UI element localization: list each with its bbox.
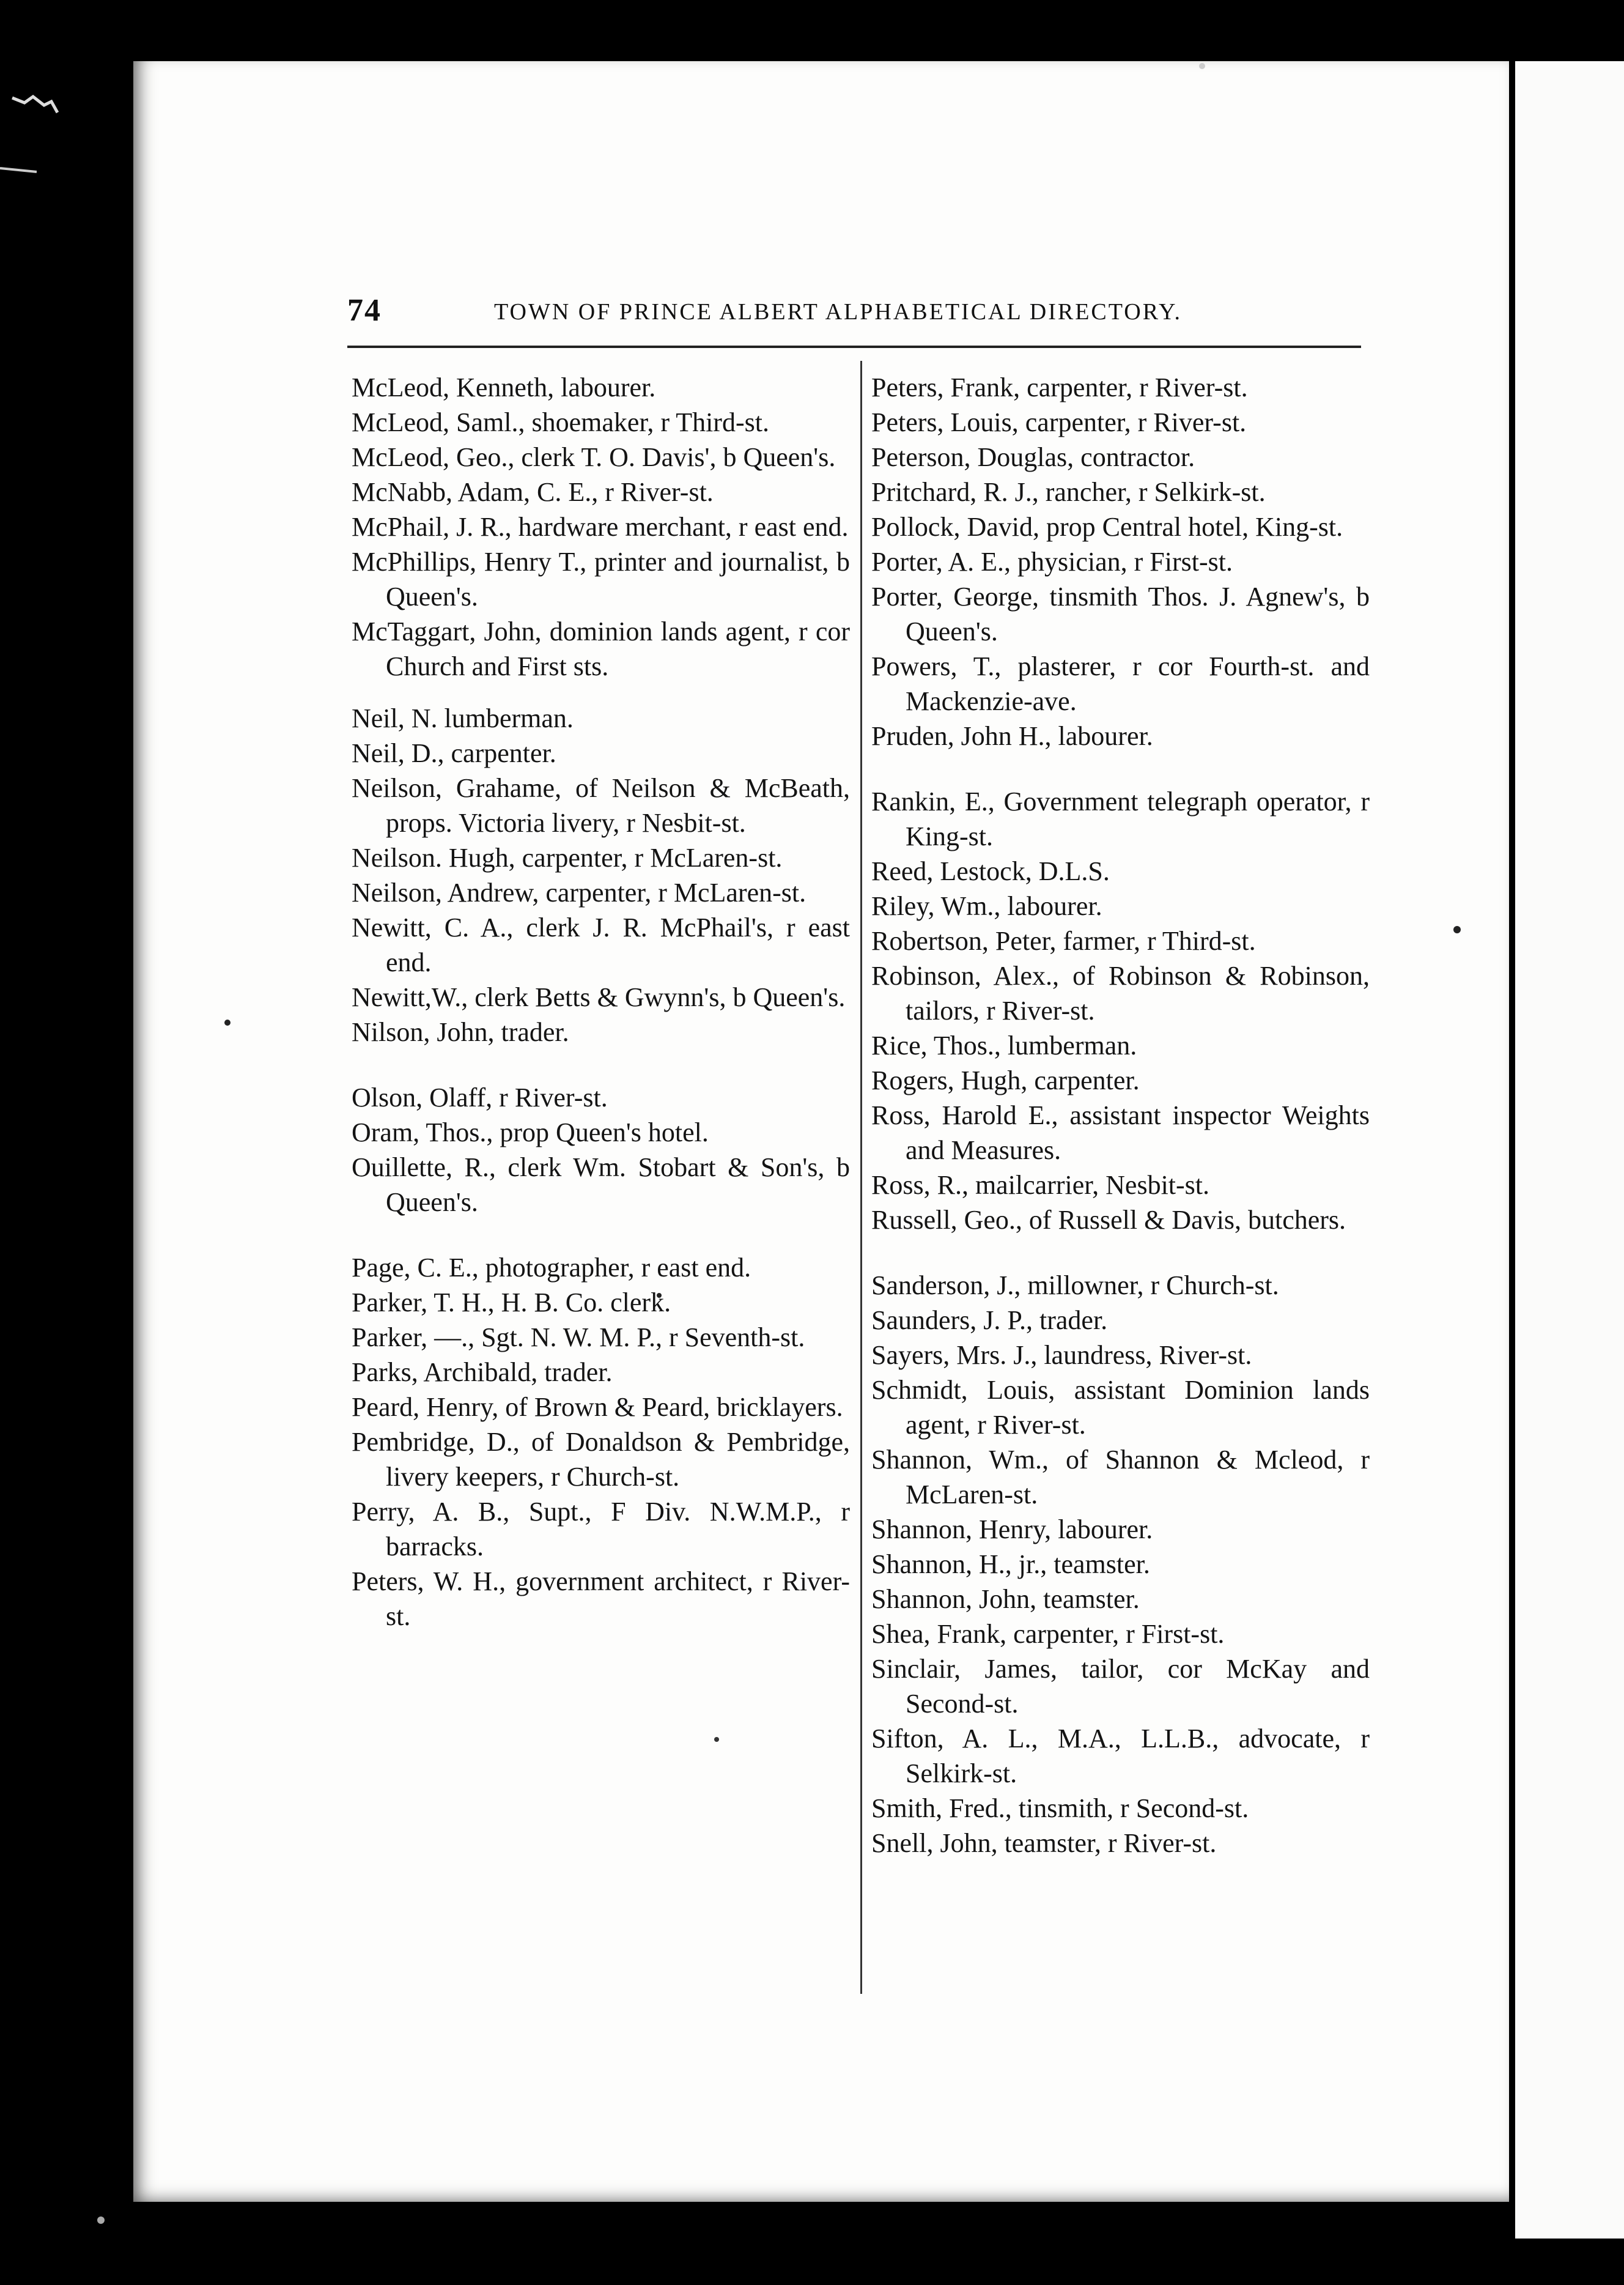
- directory-entry: Shannon, Henry, labourer.: [871, 1514, 1153, 1544]
- directory-entry: Shea, Frank, carpenter, r First-st.: [871, 1619, 1225, 1649]
- n-section: [352, 701, 850, 1050]
- column-divider: [860, 361, 862, 1994]
- page-header: [347, 289, 1361, 331]
- directory-entry: Riley, Wm., labourer.: [871, 891, 1102, 921]
- directory-entry: Neil, D., carpenter.: [352, 738, 556, 768]
- directory-entry: Neilson, Grahame, of Neilson & McBeath, props. Victoria livery, r Nesbit-st.: [352, 773, 850, 838]
- scan-speck: [714, 1737, 719, 1742]
- directory-entry: Newitt,W., clerk Betts & Gwynn's, b Queen's.: [352, 982, 846, 1012]
- directory-entry: McLeod, Geo., clerk T. O. Davis', b Queen's.: [352, 442, 836, 472]
- directory-entry: McTaggart, John, dominion lands agent, r cor Church and First sts.: [352, 617, 850, 681]
- section-gap: [871, 754, 1370, 784]
- directory-entry: Porter, A. E., physician, r First-st.: [871, 547, 1233, 577]
- directory-entry: Sanderson, J., millowner, r Church-st.: [871, 1270, 1279, 1300]
- directory-entry: Pembridge, D., of Donaldson & Pembridge, livery keepers, r Church-st.: [352, 1427, 850, 1492]
- directory-entry: Sayers, Mrs. J., laundress, River-st.: [871, 1340, 1252, 1370]
- m-section: [352, 370, 850, 684]
- directory-entry: Rankin, E., Government telegraph operator, r King-st.: [871, 787, 1370, 851]
- section-gap: [871, 1237, 1370, 1268]
- scan-speck: [0, 168, 37, 172]
- right-column: [871, 370, 1370, 1861]
- directory-entry: Shannon, Wm., of Shannon & Mcleod, r McLaren-st.: [871, 1445, 1370, 1509]
- o-section: [352, 1080, 850, 1220]
- directory-entry: McNabb, Adam, C. E., r River-st.: [352, 477, 714, 507]
- directory-entry: Rice, Thos., lumberman.: [871, 1031, 1137, 1061]
- directory-entry: Powers, T., plasterer, r cor Fourth-st. and Mackenzie-ave.: [871, 651, 1370, 716]
- directory-entry: Pollock, David, prop Central hotel, King-st.: [871, 512, 1343, 542]
- directory-entry: McPhail, J. R., hardware merchant, r east end.: [352, 512, 849, 542]
- p-section-left: [352, 1250, 850, 1634]
- directory-entry: Schmidt, Louis, assistant Dominion lands agent, r River-st.: [871, 1375, 1370, 1440]
- directory-entry: Robertson, Peter, farmer, r Third-st.: [871, 926, 1256, 956]
- s-section: [871, 1268, 1370, 1861]
- directory-entry: Parker, —., Sgt. N. W. M. P., r Seventh-st.: [352, 1322, 805, 1352]
- section-gap: [352, 1050, 850, 1080]
- scan-speck: [1199, 63, 1205, 69]
- directory-entry: Shannon, H., jr., teamster.: [871, 1549, 1150, 1579]
- directory-entry: Nilson, John, trader.: [352, 1017, 569, 1047]
- directory-entry: Ross, Harold E., assistant inspector Weights and Measures.: [871, 1100, 1370, 1165]
- directory-entry: Parker, T. H., H. B. Co. clerk.: [352, 1287, 671, 1317]
- scan-speck: [12, 97, 57, 113]
- p-section-right: [871, 370, 1370, 754]
- directory-entry: McLeod, Saml., shoemaker, r Third-st.: [352, 407, 769, 437]
- directory-entry: Robinson, Alex., of Robinson & Robinson, tailors, r River-st.: [871, 961, 1370, 1026]
- directory-entry: Peters, Frank, carpenter, r River-st.: [871, 372, 1248, 402]
- directory-entry: Neil, N. lumberman.: [352, 703, 574, 733]
- directory-entry: Neilson. Hugh, carpenter, r McLaren-st.: [352, 843, 783, 873]
- directory-entry: Peard, Henry, of Brown & Peard, bricklayers.: [352, 1392, 843, 1422]
- directory-entry: McLeod, Kenneth, labourer.: [352, 372, 656, 402]
- r-section: [871, 784, 1370, 1237]
- directory-entry: Sinclair, James, tailor, cor McKay and Second-st.: [871, 1654, 1370, 1719]
- directory-entry: Newitt, C. A., clerk J. R. McPhail's, r east end.: [352, 913, 850, 977]
- section-gap: [352, 1220, 850, 1250]
- directory-entry: Smith, Fred., tinsmith, r Second-st.: [871, 1793, 1249, 1823]
- directory-entry: Olson, Olaff, r River-st.: [352, 1083, 608, 1113]
- directory-entry: Shannon, John, teamster.: [871, 1584, 1140, 1614]
- directory-entry: McPhillips, Henry T., printer and journalist, b Queen's.: [352, 547, 850, 612]
- directory-entry: Oram, Thos., prop Queen's hotel.: [352, 1117, 709, 1147]
- directory-entry: Neilson, Andrew, carpenter, r McLaren-st.: [352, 878, 806, 908]
- section-gap: [352, 684, 850, 701]
- directory-entry: Snell, John, teamster, r River-st.: [871, 1828, 1217, 1858]
- scan-speck: [224, 1020, 231, 1026]
- directory-entry: Peterson, Douglas, contractor.: [871, 442, 1195, 472]
- directory-entry: Porter, George, tinsmith Thos. J. Agnew's, b Queen's.: [871, 582, 1370, 646]
- directory-entry: Perry, A. B., Supt., F Div. N.W.M.P., r barracks.: [352, 1497, 850, 1561]
- directory-entry: Pritchard, R. J., rancher, r Selkirk-st.: [871, 477, 1266, 507]
- directory-entry: Russell, Geo., of Russell & Davis, butchers.: [871, 1205, 1346, 1235]
- directory-entry: Rogers, Hugh, carpenter.: [871, 1065, 1140, 1095]
- directory-entry: Peters, Louis, carpenter, r River-st.: [871, 407, 1247, 437]
- directory-entry: Sifton, A. L., M.A., L.L.B., advocate, r Selkirk-st.: [871, 1724, 1370, 1788]
- directory-entry: Page, C. E., photographer, r east end.: [352, 1253, 751, 1283]
- header-rule: [347, 346, 1361, 348]
- directory-entry: Reed, Lestock, D.L.S.: [871, 856, 1110, 886]
- running-title: TOWN OF PRINCE ALBERT ALPHABETICAL DIRECTORY.: [494, 299, 1183, 325]
- scan-speck: [97, 2216, 105, 2224]
- directory-entry: Ross, R., mailcarrier, Nesbit-st.: [871, 1170, 1210, 1200]
- directory-entry: Peters, W. H., government architect, r River-st.: [352, 1566, 850, 1631]
- directory-entry: Parks, Archibald, trader.: [352, 1357, 613, 1387]
- directory-entry: Saunders, J. P., trader.: [871, 1305, 1108, 1335]
- directory-entry: Ouillette, R., clerk Wm. Stobart & Son's, b Queen's.: [352, 1152, 850, 1217]
- left-column: [352, 370, 850, 1634]
- directory-entry: Pruden, John H., labourer.: [871, 721, 1153, 751]
- page-number: 74: [347, 293, 382, 328]
- scan-speck: [1453, 926, 1461, 933]
